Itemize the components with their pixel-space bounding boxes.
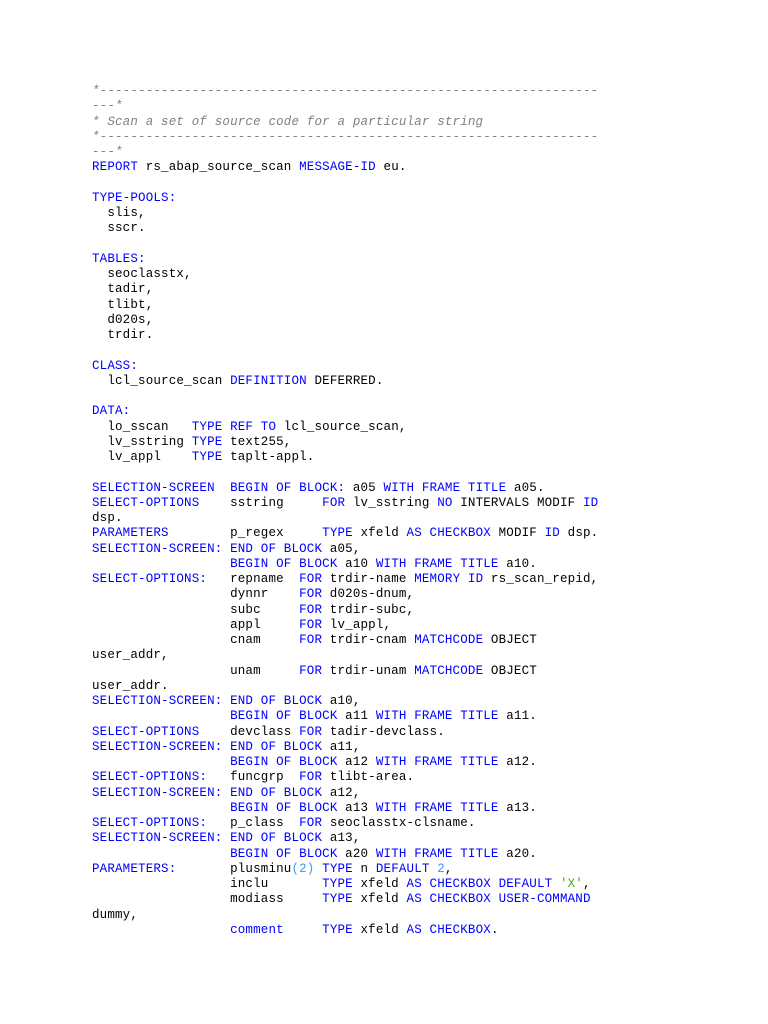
code-line <box>92 908 762 923</box>
code-text: rs_abap_source_scan <box>138 160 300 175</box>
code-text: lv_sstring <box>345 495 438 510</box>
code-text: slis, <box>92 206 146 220</box>
code-text: , <box>444 861 453 876</box>
code-line <box>92 526 762 541</box>
keyword: PARAMETERS: <box>92 861 177 876</box>
keyword: SELECTION-SCREEN: <box>92 785 223 800</box>
comment: ---* <box>92 99 123 114</box>
code-text: trdir. <box>92 328 154 342</box>
code-line <box>92 740 762 755</box>
code-line <box>92 618 762 633</box>
code-text: inclu <box>92 877 323 891</box>
code-line <box>92 420 762 435</box>
code-text <box>92 755 230 769</box>
code-text: cnam <box>92 633 300 647</box>
code-line <box>92 587 762 602</box>
code-text: OBJECT <box>483 633 537 647</box>
keyword: MEMORY ID <box>414 572 484 586</box>
code-line <box>92 191 762 206</box>
code-text: INTERVALS MODIF <box>452 495 583 510</box>
code-line <box>92 374 762 389</box>
comment: *----------------------------------------------------------------- <box>92 129 599 144</box>
code-line <box>92 252 762 267</box>
keyword: NO <box>437 495 453 510</box>
keyword: DEFAULT <box>375 861 430 876</box>
keyword: TYPE <box>322 892 353 907</box>
code-text <box>314 862 322 876</box>
keyword: AS CHECKBOX DEFAULT <box>406 877 553 891</box>
keyword: FOR <box>299 816 323 830</box>
code-text: sstring <box>199 495 323 510</box>
code-line <box>92 877 762 892</box>
keyword: WITH FRAME TITLE <box>375 846 499 861</box>
keyword: FOR <box>299 617 323 632</box>
code-text: xfeld <box>352 922 407 937</box>
code-line <box>92 679 762 694</box>
code-text: a20. <box>498 846 537 861</box>
keyword: AS CHECKBOX USER-COMMAND <box>406 892 591 907</box>
keyword: TYPE <box>322 526 353 541</box>
code-text: funcgrp <box>207 770 300 785</box>
code-text: lv_appl, <box>322 617 392 632</box>
code-line <box>92 435 762 450</box>
code-text: , <box>582 877 591 891</box>
code-text <box>284 923 322 937</box>
code-line <box>92 481 762 496</box>
keyword: SELECT-OPTIONS: <box>92 816 208 830</box>
code-line <box>92 115 762 130</box>
code-line <box>92 221 762 236</box>
code-text: eu. <box>375 160 407 175</box>
code-text: dsp. <box>559 526 599 541</box>
keyword: SELECTION-SCREEN: <box>92 694 223 708</box>
code-text: p_class <box>207 816 300 830</box>
code-text: lv_appl <box>92 450 192 464</box>
keyword: WITH FRAME TITLE <box>375 556 499 571</box>
code-text: seoclasstx-clsname. <box>322 816 476 830</box>
code-text: subc <box>92 602 300 617</box>
code-text: a11 <box>337 709 376 724</box>
code-line <box>92 648 762 663</box>
keyword: TYPE <box>191 434 223 449</box>
code-line <box>92 130 762 145</box>
code-line <box>92 801 762 816</box>
keyword: AS CHECKBOX <box>406 922 491 937</box>
code-text <box>222 831 230 845</box>
code-line <box>92 709 762 724</box>
code-line <box>92 923 762 938</box>
code-text: lcl_source_scan <box>92 373 231 388</box>
code-text: tlibt, <box>92 297 154 312</box>
code-text <box>92 847 230 861</box>
code-text: a05. <box>506 480 545 495</box>
code-text: a05 <box>345 480 384 495</box>
code-text <box>92 709 230 723</box>
code-text: a13. <box>498 800 537 815</box>
comment: * Scan a set of source code for a particular string <box>92 114 484 129</box>
code-text <box>222 694 230 708</box>
keyword: WITH FRAME TITLE <box>383 480 507 495</box>
code-text: trdir-cnam <box>322 633 415 647</box>
code-line <box>92 328 762 343</box>
code-text: dynnr <box>92 587 300 602</box>
code-text: user_addr. <box>92 678 169 693</box>
code-line <box>92 404 762 419</box>
keyword: FOR <box>299 572 323 586</box>
code-text: a10. <box>498 556 537 571</box>
keyword: SELECT-OPTIONS: <box>92 572 208 586</box>
code-text <box>552 877 560 891</box>
code-text: d020s-dnum, <box>322 587 415 602</box>
code-text: repname <box>207 572 300 586</box>
keyword: BEGIN OF BLOCK <box>230 846 338 861</box>
keyword: PARAMETERS <box>92 526 169 541</box>
keyword: END OF BLOCK <box>230 739 323 754</box>
code-text: a12 <box>337 755 376 769</box>
code-text: seoclasstx, <box>92 267 192 281</box>
code-line <box>92 831 762 846</box>
keyword: MATCHCODE <box>414 663 484 678</box>
string-literal: 'X' <box>559 877 583 891</box>
code-text: d020s, <box>92 312 154 327</box>
keyword: MESSAGE-ID <box>299 160 376 175</box>
code-text: a11. <box>498 709 537 724</box>
code-line <box>92 892 762 907</box>
code-text: a12, <box>322 785 361 800</box>
keyword: TYPE <box>322 861 353 876</box>
keyword: TABLES: <box>92 251 146 266</box>
comment: ---* <box>92 145 123 159</box>
code-text: a05, <box>322 541 361 556</box>
code-line <box>92 511 762 526</box>
code-line <box>92 770 762 785</box>
code-line <box>92 786 762 801</box>
code-line <box>92 725 762 740</box>
code-line <box>92 450 762 465</box>
code-text: dsp. <box>92 511 123 525</box>
code-line <box>92 298 762 313</box>
code-text <box>92 801 230 815</box>
code-text: lcl_source_scan, <box>276 419 407 434</box>
keyword: FOR <box>299 770 323 785</box>
code-line <box>92 557 762 572</box>
keyword: SELECTION-SCREEN: <box>92 739 223 754</box>
code-text: tadir-devclass. <box>322 724 445 739</box>
keyword: DATA: <box>92 404 131 419</box>
code-line <box>92 160 762 175</box>
code-line <box>92 359 762 374</box>
keyword: MATCHCODE <box>414 633 484 647</box>
blank-line <box>92 465 762 480</box>
keyword: AS CHECKBOX <box>406 526 491 541</box>
keyword: FOR <box>299 587 323 602</box>
number-literal: (2) <box>291 861 315 876</box>
blank-line <box>92 343 762 358</box>
code-text: tlibt-area. <box>322 770 415 785</box>
keyword: FOR <box>322 495 346 510</box>
keyword: WITH FRAME TITLE <box>375 755 499 769</box>
code-line <box>92 633 762 648</box>
code-text: trdir-subc, <box>322 602 415 617</box>
code-text: lv_sstring <box>92 434 192 449</box>
keyword: WITH FRAME TITLE <box>375 800 499 815</box>
code-text: unam <box>92 663 300 678</box>
blank-line <box>92 389 762 404</box>
code-text: taplt-appl. <box>222 450 315 464</box>
code-text: trdir-unam <box>322 663 415 678</box>
keyword: REPORT <box>92 160 139 175</box>
keyword: SELECT-OPTIONS <box>92 495 200 510</box>
number-literal: 2 <box>437 861 445 876</box>
code-text: appl <box>92 617 300 632</box>
keyword: FOR <box>299 633 323 647</box>
code-text: user_addr, <box>92 648 169 663</box>
code-text: a20 <box>337 846 376 861</box>
code-text <box>222 420 230 434</box>
code-line <box>92 862 762 877</box>
code-text <box>222 740 230 754</box>
keyword: TYPE <box>191 419 223 434</box>
keyword: BEGIN OF BLOCK <box>230 556 338 571</box>
keyword: END OF BLOCK <box>230 785 323 800</box>
code-text <box>222 786 230 800</box>
keyword: FOR <box>299 602 323 617</box>
keyword: BEGIN OF BLOCK: <box>230 480 346 495</box>
code-text: a13, <box>322 831 361 846</box>
code-line <box>92 603 762 618</box>
code-line <box>92 755 762 770</box>
keyword: TYPE <box>322 922 353 937</box>
code-text: devclass <box>199 724 300 739</box>
abap-source-listing <box>92 84 762 938</box>
code-text: a10, <box>322 694 361 708</box>
code-text: a13 <box>337 800 376 815</box>
code-text <box>215 481 230 495</box>
keyword: SELECTION-SCREEN: <box>92 831 223 846</box>
code-text: sscr. <box>92 221 146 236</box>
code-text: xfeld <box>352 892 407 907</box>
code-text: a12. <box>498 755 537 769</box>
code-text <box>222 542 230 556</box>
code-text: modiass <box>92 892 323 907</box>
code-text <box>92 557 230 571</box>
code-line <box>92 664 762 679</box>
keyword: SELECTION-SCREEN: <box>92 541 223 556</box>
keyword: FOR <box>299 663 323 678</box>
code-line <box>92 99 762 114</box>
keyword: FOR <box>299 724 323 739</box>
keyword: SELECT-OPTIONS: <box>92 770 208 785</box>
keyword: TYPE <box>322 877 353 891</box>
code-text: trdir-name <box>322 572 415 586</box>
code-line <box>92 267 762 282</box>
code-text: . <box>490 922 499 937</box>
code-text: p_regex <box>168 526 323 541</box>
blank-line <box>92 237 762 252</box>
keyword: END OF BLOCK <box>230 694 323 708</box>
keyword: BEGIN OF BLOCK <box>230 755 338 769</box>
code-text: plusminu <box>176 861 292 876</box>
keyword: TYPE-POOLS: <box>92 190 177 205</box>
keyword: ID <box>583 495 599 510</box>
blank-line <box>92 176 762 191</box>
code-line <box>92 847 762 862</box>
keyword: CLASS: <box>92 358 139 373</box>
comment: *----------------------------------------------------------------- <box>92 84 599 98</box>
code-text: tadir, <box>92 282 154 297</box>
keyword: SELECTION-SCREEN <box>92 480 215 495</box>
code-line <box>92 816 762 831</box>
code-text: n <box>352 861 376 876</box>
code-text <box>92 923 230 937</box>
code-line <box>92 282 762 297</box>
code-text: MODIF <box>490 526 545 541</box>
code-line <box>92 572 762 587</box>
keyword: END OF BLOCK <box>230 831 323 846</box>
code-line <box>92 542 762 557</box>
keyword: WITH FRAME TITLE <box>375 709 499 724</box>
code-text: xfeld <box>352 877 407 891</box>
code-line <box>92 694 762 709</box>
code-line <box>92 145 762 160</box>
code-text: xfeld <box>352 526 407 541</box>
code-text: lo_sscan <box>92 419 192 434</box>
keyword: BEGIN OF BLOCK <box>230 709 338 724</box>
code-text: rs_scan_repid, <box>483 572 599 586</box>
keyword: SELECT-OPTIONS <box>92 724 200 739</box>
code-text: a10 <box>337 556 376 571</box>
code-line <box>92 496 762 511</box>
keyword: END OF BLOCK <box>230 541 323 556</box>
code-line <box>92 206 762 221</box>
code-line <box>92 313 762 328</box>
keyword: BEGIN OF BLOCK <box>230 800 338 815</box>
keyword: DEFINITION <box>230 373 307 388</box>
keyword: ID <box>544 526 560 541</box>
code-text: a11, <box>322 739 361 754</box>
keyword: comment <box>230 922 284 937</box>
code-text: DEFERRED. <box>306 373 384 388</box>
code-line <box>92 84 762 99</box>
code-text: OBJECT <box>483 663 537 678</box>
keyword: REF TO <box>230 419 277 434</box>
keyword: TYPE <box>191 450 223 464</box>
code-text: dummy, <box>92 907 139 922</box>
code-text: text255, <box>222 434 292 449</box>
